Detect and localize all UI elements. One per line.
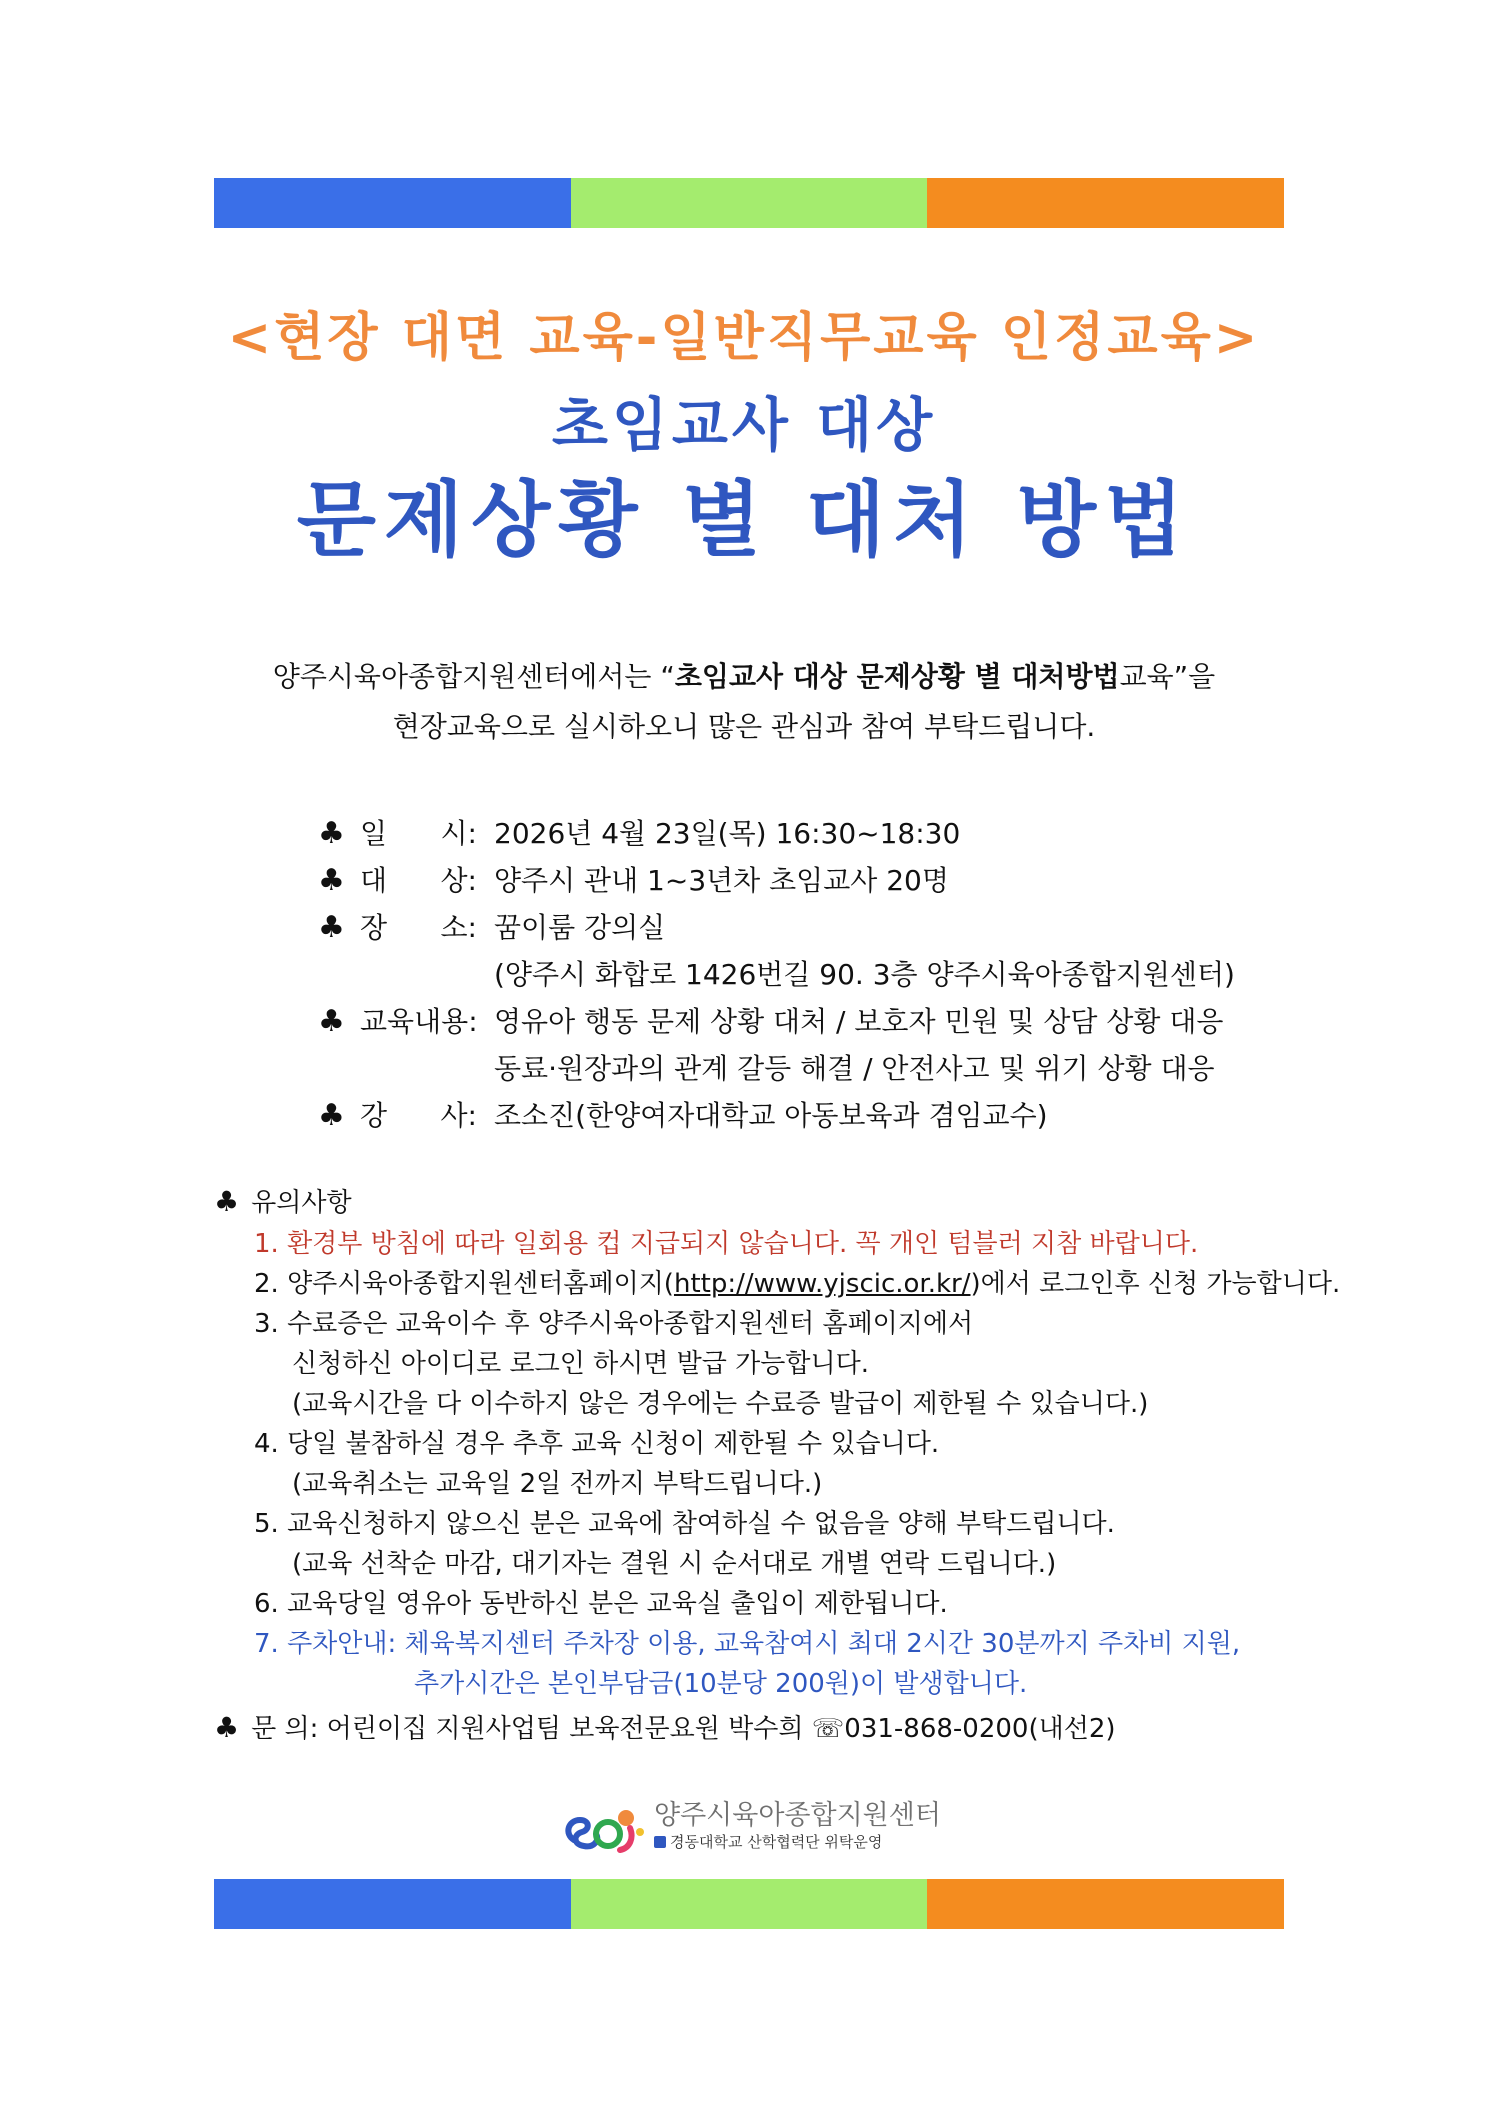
info-row-place <box>318 904 1235 951</box>
note-6: 6. 교육당일 영유아 동반하신 분은 교육실 출입이 제한됩니다. <box>254 1589 948 1619</box>
note-3: 3. 수료증은 교육이수 후 양주시육아종합지원센터 홈페이지에서 <box>254 1309 974 1339</box>
bar-segment-green <box>571 1879 928 1929</box>
note-7-sub: 추가시간은 본인부담금(10분당 200원)이 발생합니다. <box>414 1669 1028 1699</box>
center-logo-icon <box>560 1798 648 1854</box>
note-4: 4. 당일 불참하실 경우 추후 교육 신청이 제한될 수 있습니다. <box>254 1429 940 1459</box>
university-emblem-icon <box>654 1836 666 1848</box>
club-icon: ♣ <box>318 863 345 898</box>
info-label: 장 소: <box>360 911 477 944</box>
bottom-color-bar <box>214 1879 1284 1929</box>
bar-segment-blue <box>214 1879 571 1929</box>
top-color-bar <box>214 178 1284 228</box>
info-place-address: (양주시 화합로 1426번길 90. 3층 양주시육아종합지원센터) <box>494 958 1235 991</box>
info-row-date <box>318 810 1235 857</box>
club-icon: ♣ <box>318 816 345 851</box>
info-row-content <box>318 998 1235 1045</box>
info-value: 2026년 4월 23일(목) 16:30~18:30 <box>494 817 961 850</box>
info-label: 대 상: <box>360 864 477 897</box>
info-content-continued: 동료·원장과의 관계 갈등 해결 / 안전사고 및 위기 상황 대응 <box>494 1052 1215 1085</box>
club-icon: ♣ <box>318 1098 345 1133</box>
logo-text <box>654 1800 941 1852</box>
note-3-sub-2: (교육시간을 다 이수하지 않은 경우에는 수료증 발급이 제한될 수 있습니다.) <box>292 1389 1149 1419</box>
info-value: 양주시 관내 1~3년차 초임교사 20명 <box>494 864 949 897</box>
info-value: 조소진(한양여자대학교 아동보육과 겸임교수) <box>494 1099 1048 1132</box>
note-1: 1. 환경부 방침에 따라 일회용 컵 지급되지 않습니다. 꼭 개인 텀블러 지참 바랍니다. <box>254 1229 1199 1259</box>
logo-name: 양주시육아종합지원센터 <box>654 1800 941 1831</box>
club-icon: ♣ <box>318 1004 345 1039</box>
bar-segment-green <box>571 178 928 228</box>
homepage-link[interactable]: http://www.yjscic.or.kr/ <box>673 1269 971 1299</box>
center-logo <box>560 1798 941 1854</box>
note-5: 5. 교육신청하지 않으신 분은 교육에 참여하실 수 없음을 양해 부탁드립니다. <box>254 1509 1115 1539</box>
contact-line: ♣ 문 의: 어린이집 지원사업팀 보육전문요원 박수희 ☏031-868-0200(내선2) <box>214 1711 1116 1744</box>
logo-subtitle: 경동대학교 산학협력단 위탁운영 <box>654 1832 941 1852</box>
club-icon: ♣ <box>214 1711 240 1744</box>
club-icon: ♣ <box>318 910 345 945</box>
notes-heading: ♣ 유의사항 <box>214 1185 352 1218</box>
info-value: 꿈이룸 강의실 <box>494 911 666 944</box>
intro-bold: 초임교사 대상 문제상황 별 대처방법 <box>674 660 1120 693</box>
intro-paragraph <box>0 652 1488 752</box>
bar-segment-orange <box>927 1879 1284 1929</box>
note-5-sub: (교육 선착순 마감, 대기자는 결원 시 순서대로 개별 연락 드립니다.) <box>292 1549 1057 1579</box>
title-subheading: <현장 대면 교육-일반직무교육 인정교육> <box>227 308 1261 368</box>
page-title: 문제상황 별 대처 방법 <box>296 473 1192 568</box>
info-label: 강 사: <box>360 1099 477 1132</box>
info-label: 교육내용: <box>360 1005 478 1038</box>
title-target: 초임교사 대상 <box>551 391 937 459</box>
bar-segment-orange <box>927 178 1284 228</box>
info-list <box>318 810 1235 1139</box>
info-row-lecturer <box>318 1092 1235 1139</box>
bar-segment-blue <box>214 178 571 228</box>
intro-line-1: 양주시육아종합지원센터에서는 “초임교사 대상 문제상황 별 대처방법교육”을 <box>272 660 1216 693</box>
note-7: 7. 주차안내: 체육복지센터 주차장 이용, 교육참여시 최대 2시간 30분까지 주차비 지원, <box>254 1629 1241 1659</box>
note-2: 2. 양주시육아종합지원센터홈페이지(http://www.yjscic.or.kr/)에서 로그인후 신청 가능합니다. <box>254 1269 1341 1299</box>
info-row-target <box>318 857 1235 904</box>
intro-line-2: 현장교육으로 실시하오니 많은 관심과 참여 부탁드립니다. <box>392 710 1096 743</box>
note-3-sub-1: 신청하신 아이디로 로그인 하시면 발급 가능합니다. <box>292 1349 870 1379</box>
info-label: 일 시: <box>360 817 477 850</box>
note-4-sub: (교육취소는 교육일 2일 전까지 부탁드립니다.) <box>292 1469 823 1499</box>
info-value: 영유아 행동 문제 상황 대처 / 보호자 민원 및 상담 상황 대응 <box>494 1005 1224 1038</box>
club-icon: ♣ <box>214 1185 240 1218</box>
notes-section <box>214 1180 1340 1750</box>
